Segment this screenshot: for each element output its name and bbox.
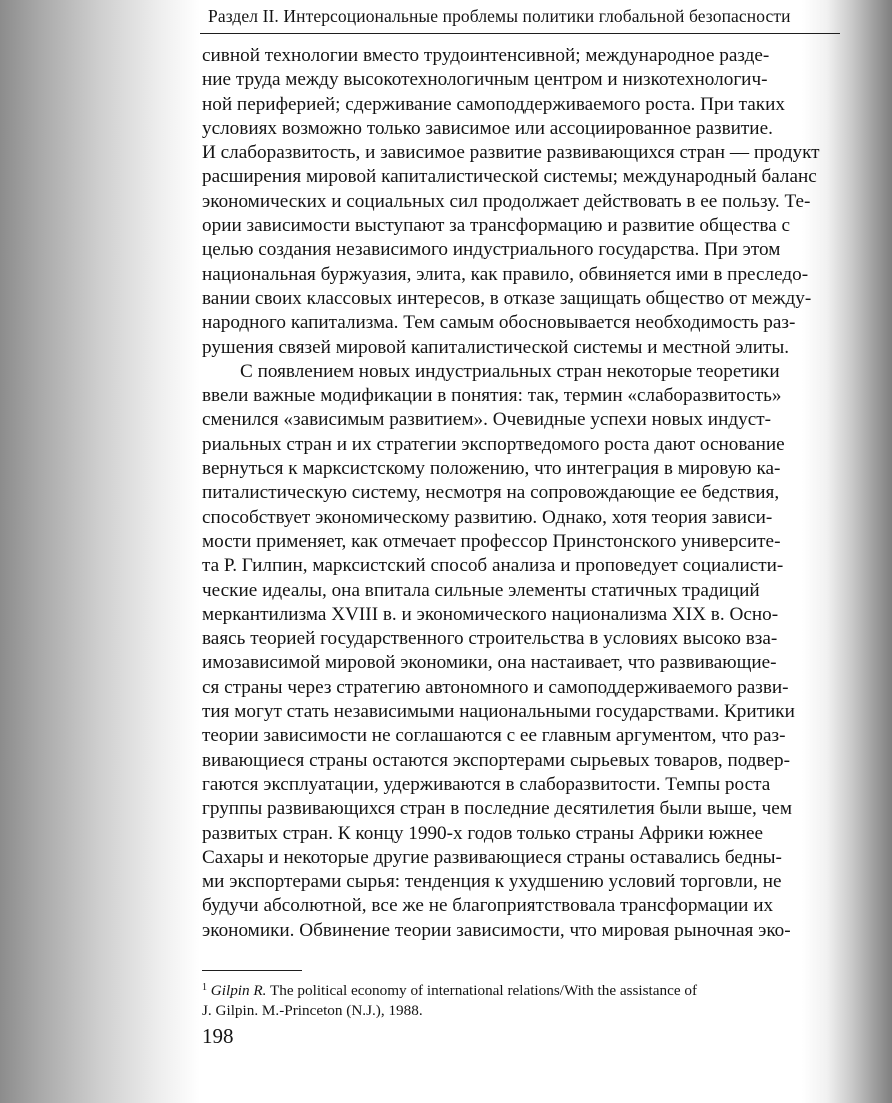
text-line: тия могут стать независимыми национальными государствами. Критики (202, 701, 795, 723)
text-line: ваясь теорией государственного строительства в условиях высоко вза- (202, 628, 778, 650)
footnote-rule (202, 970, 302, 971)
text-line: ории зависимости выступают за трансформацию и развитие общества с (202, 215, 791, 237)
body-text (202, 44, 842, 943)
text-line: риальных стран и их стратегии экспортведомого роста дают основание (202, 433, 785, 455)
text-line: ной периферией; сдерживание самоподдерживаемого роста. При таких (202, 93, 785, 115)
text-line: народного капитализма. Тем самым обосновывается необходимость раз- (202, 312, 796, 334)
text-line: развитых стран. К концу 1990-х годов только страны Африки южнее (202, 822, 764, 844)
text-line: способствует экономическому развитию. Однако, хотя теория зависи- (202, 506, 773, 528)
footnote-author: Gilpin R. (210, 982, 267, 999)
footnote-title: The political economy of international relations/With the assistance of (266, 982, 698, 999)
text-line: сивной технологии вместо трудоинтенсивной; международное разде- (202, 45, 770, 66)
text-line: та Р. Гилпин, марксистский способ анализа и проповедует социалисти- (202, 555, 784, 577)
footnote (202, 978, 842, 1021)
text-line: целью создания независимого индустриального государства. При этом (202, 239, 781, 261)
header-rule (200, 33, 840, 34)
text-line: ввели важные модификации в понятия: так, термин «слаборазвитость» (202, 385, 782, 407)
binding-shadow (0, 0, 200, 1103)
text-line: экономических и социальных сил продолжает действовать в ее пользу. Те- (202, 190, 811, 212)
text-line: И слаборазвитость, и зависимое развитие развивающихся стран — продукт (202, 142, 820, 164)
text-line: имозависимой мировой экономики, она настаивает, что развивающие- (202, 652, 777, 674)
text-line: вивающиеся страны остаются экспортерами сырьевых товаров, подвер- (202, 749, 790, 771)
page-number: 198 (202, 1024, 234, 1048)
footnote-line-1 (202, 978, 842, 1001)
text-line: Сахары и некоторые другие развивающиеся страны оставались бедны- (202, 846, 782, 868)
book-page (200, 0, 840, 1103)
text-line: теории зависимости не соглашаются с ее главным аргументом, что раз- (202, 725, 786, 747)
text-line: вернуться к марксистскому положению, что интеграция в мировую ка- (202, 458, 781, 480)
text-line: ческие идеалы, она впитала сильные элементы статичных традиций (202, 579, 760, 601)
text-line: С появлением новых индустриальных стран некоторые теоретики (240, 360, 780, 382)
text-line: гаются эксплуатации, удерживаются в слаборазвитости. Темпы роста (202, 773, 771, 795)
text-line: ми экспортерами сырья: тенденция к ухудшению условий торговли, не (202, 871, 782, 893)
text-line: меркантилизма XVIII в. и экономического национализма XIX в. Осно- (202, 603, 779, 625)
text-line: рушения связей мировой капиталистической системы и местной элиты. (202, 336, 790, 358)
text-line: сменился «зависимым развитием». Очевидные успехи новых индуст- (202, 409, 771, 431)
text-line: будучи абсолютной, все же не благоприятствовала трансформации их (202, 895, 774, 917)
text-line: национальная буржуазия, элита, как правило, обвиняется ими в преследо- (202, 263, 809, 285)
text-line: ние труда между высокотехнологичным центром и низкотехнологич- (202, 69, 768, 91)
text-line: группы развивающихся стран в последние десятилетия были выше, чем (202, 798, 792, 820)
text-line: экономики. Обвинение теории зависимости, что мировая рыночная эко- (202, 919, 791, 941)
text-line: расширения мировой капиталистической системы; международный баланс (202, 166, 817, 188)
text-line: вании своих классовых интересов, в отказе защищать общество от между- (202, 287, 812, 309)
running-head: Раздел II. Интерсоциональные проблемы политики глобальной безопасности (208, 6, 791, 26)
footnote-line-2: J. Gilpin. M.-Princeton (N.J.), 1988. (202, 1002, 423, 1019)
text-line: условиях возможно только зависимое или ассоциированное развитие. (202, 117, 773, 139)
text-line: ся страны через стратегию автономного и самоподдерживаемого разви- (202, 676, 789, 698)
text-line: мости применяет, как отмечает профессор Принстонского университе- (202, 530, 781, 552)
text-line: питалистическую систему, несмотря на сопровождающие ее бедствия, (202, 482, 780, 504)
footnote-marker: 1 (202, 982, 207, 993)
